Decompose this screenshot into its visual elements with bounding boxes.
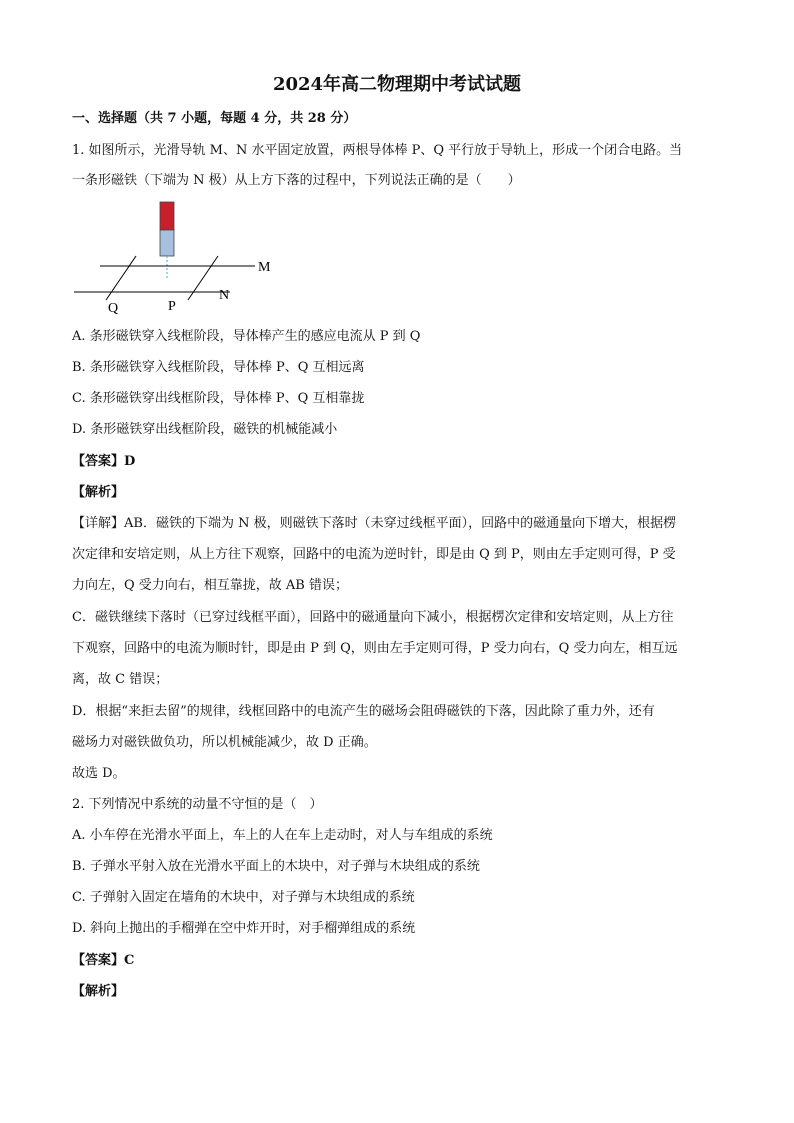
rod-p (188, 256, 218, 300)
q2-option-a: A. 小车停在光滑水平面上，车上的人在车上走动时，对人与车组成的系统 (72, 828, 493, 843)
rod-q (106, 256, 136, 300)
magnet-north-pole (160, 202, 174, 230)
page-title: 2024年高二物理期中考试试题 (272, 74, 522, 95)
q1-analysis-heading: 【解析】 (72, 485, 125, 500)
rails-magnet-figure (70, 198, 290, 318)
q2-answer: 【答案】C (72, 953, 135, 968)
q1-detail-line: 下观察，回路中的电流为顺时针，即是由 P 到 Q，则由左手定则可得，P 受力向右，Q 受力向左，相互远 (72, 641, 678, 656)
q1-detail-line: 力向左，Q 受力向右，相互靠拢，故 AB 错误； (72, 578, 348, 593)
magnet-south-pole (160, 230, 174, 256)
q1-stem-line1: 1. 如图所示，光滑导轨 M、N 水平固定放置，两根导体棒 P、Q 平行放于导轨上，形成一个闭合电路。当 (72, 143, 683, 158)
q1-detail-line: 磁场力对磁铁做负功，所以机械能减少，故 D 正确。 (72, 735, 377, 750)
section-heading: 一、选择题（共 7 小题，每题 4 分，共 28 分） (72, 111, 357, 126)
label-q: Q (108, 301, 119, 316)
q2-option-b: B. 子弹水平射入放在光滑水平面上的木块中，对子弹与木块组成的系统 (72, 859, 480, 874)
q2-option-c: C. 子弹射入固定在墙角的木块中，对子弹与木块组成的系统 (72, 890, 415, 905)
q1-detail-line: C．磁铁继续下落时（已穿过线框平面），回路中的磁通量向下减小，根据楞次定律和安培定则，从上方往 (72, 610, 674, 625)
q1-detail-line: 次定律和安培定则，从上方往下观察，回路中的电流为逆时针，即是由 Q 到 P，则由左手定则可得，P 受 (72, 547, 676, 562)
q1-diagram (70, 198, 290, 318)
label-n: N (219, 288, 230, 303)
q1-detail-line: 离，故 C 错误； (72, 672, 169, 687)
q1-option-a: A. 条形磁铁穿入线框阶段，导体棒产生的感应电流从 P 到 Q (72, 329, 421, 344)
q2-analysis-heading: 【解析】 (72, 984, 125, 999)
q2-stem: 2. 下列情况中系统的动量不守恒的是（ ） (72, 797, 323, 812)
q2-option-d: D. 斜向上抛出的手榴弹在空中炸开时，对手榴弹组成的系统 (72, 921, 416, 936)
q1-option-c: C. 条形磁铁穿出线框阶段，导体棒 P、Q 互相靠拢 (72, 391, 365, 406)
q1-detail-line: D．根据“来拒去留”的规律，线框回路中的电流产生的磁场会阻碍磁铁的下落，因此除了重力外，还有 (72, 704, 655, 719)
q1-answer: 【答案】D (72, 454, 136, 469)
label-m: M (258, 260, 271, 275)
q1-option-d: D. 条形磁铁穿出线框阶段，磁铁的机械能减小 (72, 422, 338, 437)
q1-stem-line2: 一条形磁铁（下端为 N 极）从上方下落的过程中，下列说法正确的是（ ） (72, 173, 521, 188)
q1-option-b: B. 条形磁铁穿入线框阶段，导体棒 P、Q 互相远离 (72, 360, 365, 375)
q1-conclusion: 故选 D。 (72, 766, 126, 781)
q1-detail-line: 【详解】AB．磁铁的下端为 N 极，则磁铁下落时（未穿过线框平面），回路中的磁通量向下增大，根据楞 (72, 516, 677, 531)
label-p: P (168, 299, 176, 314)
